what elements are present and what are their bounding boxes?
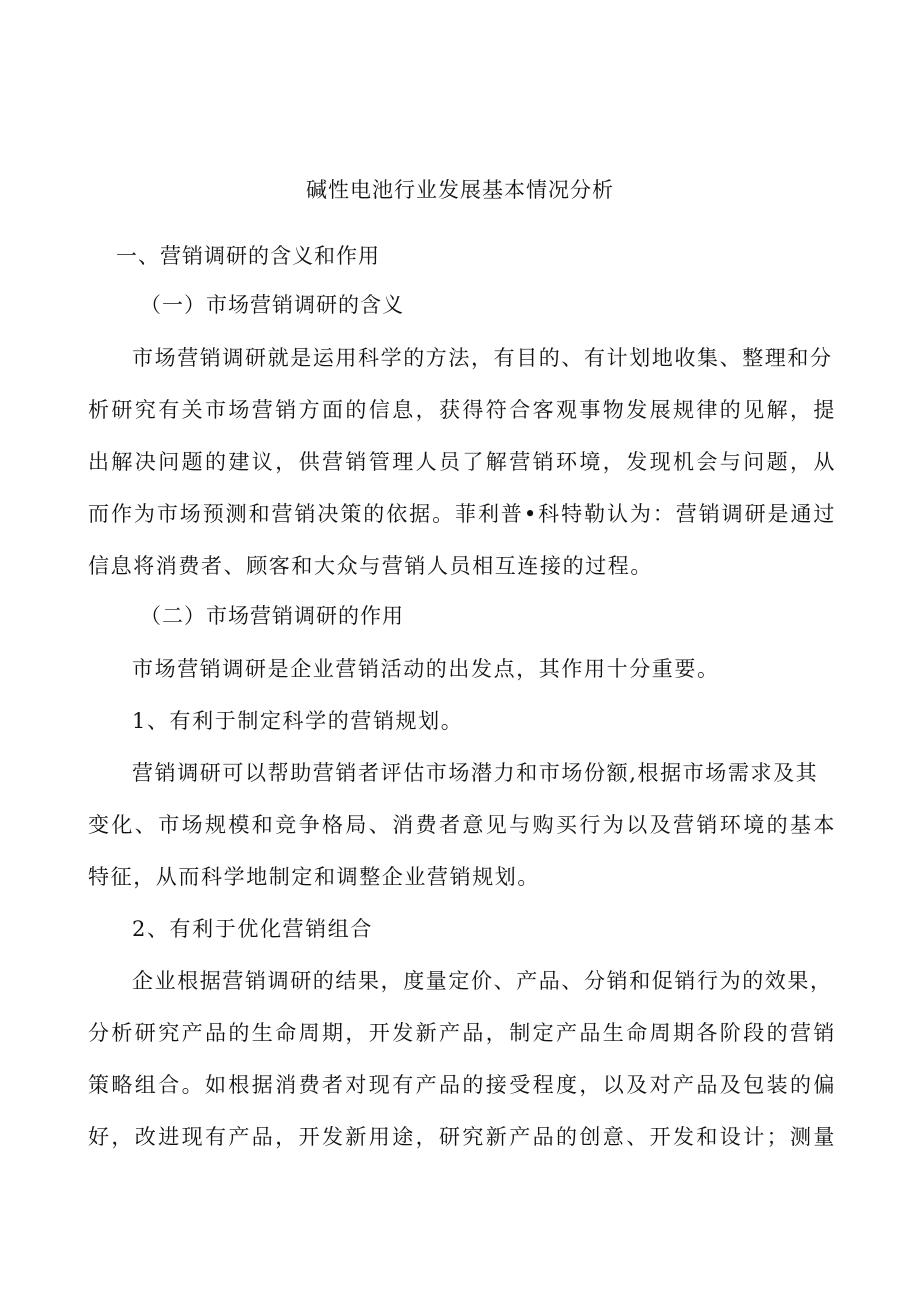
point-heading: 1、有利于制定科学的营销规划。	[132, 709, 464, 733]
paragraph-line: 策略组合。如根据消费者对现有产品的接受程度，以及对产品及包装的偏	[88, 1073, 836, 1097]
paragraph-line: 市场营销调研是企业营销活动的出发点，其作用十分重要。	[132, 657, 720, 681]
subsection-heading-role: （二）市场营销调研的作用	[140, 604, 404, 628]
paragraph-line: 企业根据营销调研的结果，度量定价、产品、分销和促销行为的效果，	[132, 969, 833, 993]
subsection-heading-meaning: （一）市场营销调研的含义	[140, 293, 404, 317]
paragraph-line: 信息将消费者、顾客和大众与营销人员相互连接的过程。	[88, 554, 653, 578]
point-heading: 2、有利于优化营销组合	[132, 917, 373, 941]
paragraph-line: 营销调研可以帮助营销者评估市场潜力和市场份额,根据市场需求及其	[132, 761, 819, 785]
paragraph-line: 特征，从而科学地制定和调整企业营销规划。	[88, 865, 540, 889]
document-title: 碱性电池行业发展基本情况分析	[306, 178, 614, 202]
paragraph-line: 变化、市场规模和竞争格局、消费者意见与购买行为以及营销环境的基本	[88, 813, 836, 837]
paragraph-line: 而作为市场预测和营销决策的依据。菲利普•科特勒认为：营销调研是通过	[88, 502, 836, 526]
paragraph-line: 分析研究产品的生命周期，开发新产品，制定产品生命周期各阶段的营销	[88, 1021, 836, 1045]
paragraph-line: 析研究有关市场营销方面的信息，获得符合客观事物发展规律的见解，提	[88, 398, 836, 422]
section-heading: 一、营销调研的含义和作用	[116, 244, 380, 268]
paragraph-line: 出解决问题的建议，供营销管理人员了解营销环境，发现机会与问题，从	[88, 450, 836, 474]
paragraph-line: 好，改进现有产品，开发新用途，研究新产品的创意、开发和设计；测量	[88, 1125, 836, 1149]
paragraph-line: 市场营销调研就是运用科学的方法，有目的、有计划地收集、整理和分	[132, 346, 833, 370]
